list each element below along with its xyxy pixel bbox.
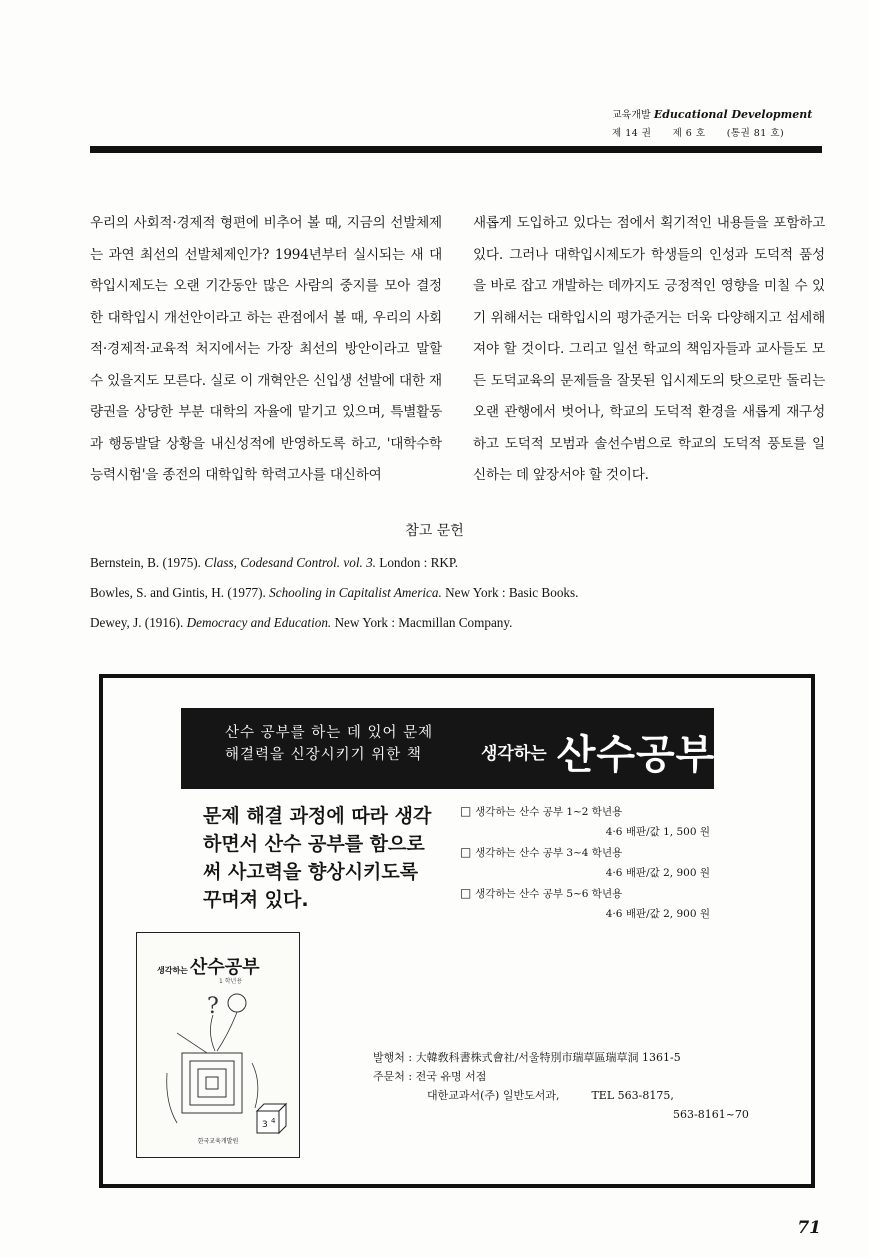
journal-header xyxy=(612,106,822,139)
body-column-left: 우리의 사회적·경제적 형편에 비추어 볼 때, 지금의 선발체제는 과연 최선의 선발체제인가? 1994년부터 실시되는 새 대학입시제도는 오랜 기간동안 많은 사람의 중지를 모아 결정한 대학입시 개선안이라고 하는 관점에서 볼 때, 우리의 사회적·경제적·교육적 처지에서는 가장 최선의 방안이라고 말할 수 있을지도 모른다. 실로 이 개혁안은 신입생 선발에 대한 재량권을 상당한 부분 대학의 자율에 맡기고 있으며, 특별활동과 행동발달 상황을 내신성적에 반영하도록 하고, '대학수학능력시험'을 종전의 대학입학 학력고사를 대신하여 xyxy=(90,215,442,483)
reference-author: Bowles, S. and Gintis, H. (1977). xyxy=(90,585,270,600)
reference-title: Schooling in Capitalist America. xyxy=(269,585,442,600)
page-number: 71 xyxy=(797,1218,821,1238)
product-price: 4·6 배판/값 2, 900 원 xyxy=(605,908,710,920)
product-name: □ 생각하는 산수 공부 1~2 학년용 xyxy=(460,804,740,819)
journal-title-line xyxy=(612,106,822,121)
banner-description xyxy=(225,722,433,766)
reference-author: Dewey, J. (1916). xyxy=(90,615,187,630)
banner-line: 산수 공부를 하는 데 있어 문제 xyxy=(225,725,434,741)
reference-author: Bernstein, B. (1975). xyxy=(90,555,205,570)
book-cover-image xyxy=(136,932,300,1158)
svg-text:3: 3 xyxy=(262,1120,268,1130)
total-issue-label: (통권 81 호) xyxy=(726,128,785,139)
reference-item xyxy=(90,608,830,638)
telephone-line: TEL 563-8175, xyxy=(591,1089,674,1102)
ad-banner xyxy=(181,708,714,789)
cover-publisher: 한국교육개발원 xyxy=(197,1138,239,1145)
product-price: 4·6 배판/값 1, 500 원 xyxy=(605,826,710,838)
product-item xyxy=(460,845,740,880)
reference-publisher: New York : Macmillan Company. xyxy=(331,615,513,630)
product-price: 4·6 배판/값 2, 900 원 xyxy=(605,867,710,879)
reference-item xyxy=(90,548,830,578)
cover-title-prefix: 생각하는 xyxy=(157,966,188,975)
cover-title-main: 산수공부 xyxy=(189,957,260,978)
svg-text:4: 4 xyxy=(271,1117,276,1125)
order-line: 주문처 : 전국 유명 서점 xyxy=(373,1070,487,1083)
svg-text:?: ? xyxy=(207,994,219,1019)
reference-item xyxy=(90,578,830,608)
ad-brand xyxy=(481,723,715,780)
volume-label: 제 14 권 xyxy=(612,128,652,139)
reference-publisher: London : RKP. xyxy=(375,555,459,570)
product-name: □ 생각하는 산수 공부 5~6 학년용 xyxy=(460,886,740,901)
ad-pitch: 문제 해결 과정에 따라 생각하면서 산수 공부를 함으로써 사고력을 향상시키도록 꾸며져 있다. xyxy=(203,805,432,911)
banner-line: 해결력을 신장시키기 위한 책 xyxy=(225,747,422,763)
reference-publisher: New York : Basic Books. xyxy=(441,585,579,600)
references-title: 참고 문헌 xyxy=(405,523,464,539)
reference-title: Democracy and Education. xyxy=(186,615,332,630)
issue-label: 제 6 호 xyxy=(672,128,706,139)
svg-text:1 학년용: 1 학년용 xyxy=(219,978,243,985)
product-item xyxy=(460,804,740,839)
brand-title: 산수공부 xyxy=(556,732,716,778)
product-list xyxy=(460,804,740,927)
brand-prefix: 생각하는 xyxy=(481,744,547,764)
book-advertisement xyxy=(99,674,815,1188)
issue-line xyxy=(612,125,822,139)
telephone-line-2: 563-8161~70 xyxy=(673,1108,749,1121)
publisher-line: 발행처 : 大韓敎科書株式會社/서울特別市瑞草區瑞草洞 1361-5 xyxy=(373,1051,681,1064)
journal-title-kr: 교육개발 xyxy=(612,110,651,121)
publisher-info xyxy=(373,1048,749,1124)
header-rule xyxy=(90,146,822,153)
order-detail: 대한교과서(주) 일반도서과, xyxy=(427,1089,560,1102)
product-name: □ 생각하는 산수 공부 3~4 학년용 xyxy=(460,845,740,860)
references-list xyxy=(90,548,830,638)
reference-title: Class, Codesand Control. vol. 3. xyxy=(204,555,376,570)
product-item xyxy=(460,886,740,921)
journal-title-en: Educational Development xyxy=(653,108,813,121)
body-column-right: 새롭게 도입하고 있다는 점에서 획기적인 내용들을 포함하고 있다. 그러나 대학입시제도가 학생들의 인성과 도덕적 품성을 바로 잡고 개발하는 데까지도 긍정적인 영향을 미칠 수 있기 위해서는 대학입시의 평가준거는 더욱 다양해지고 섬세해져야 할 것이다. 그리고 일선 학교의 책임자들과 교사들도 모든 도덕교육의 문제들을 잘못된 입시제도의 탓으로만 돌리는 오랜 관행에서 벗어나, 학교의 도덕적 환경을 새롭게 재구성하고 도덕적 모범과 솔선수범으로 학교의 도덕적 풍토를 일신하는 데 앞장서야 할 것이다. xyxy=(473,215,825,483)
order-detail-row xyxy=(373,1086,749,1105)
cover-title xyxy=(157,953,259,979)
